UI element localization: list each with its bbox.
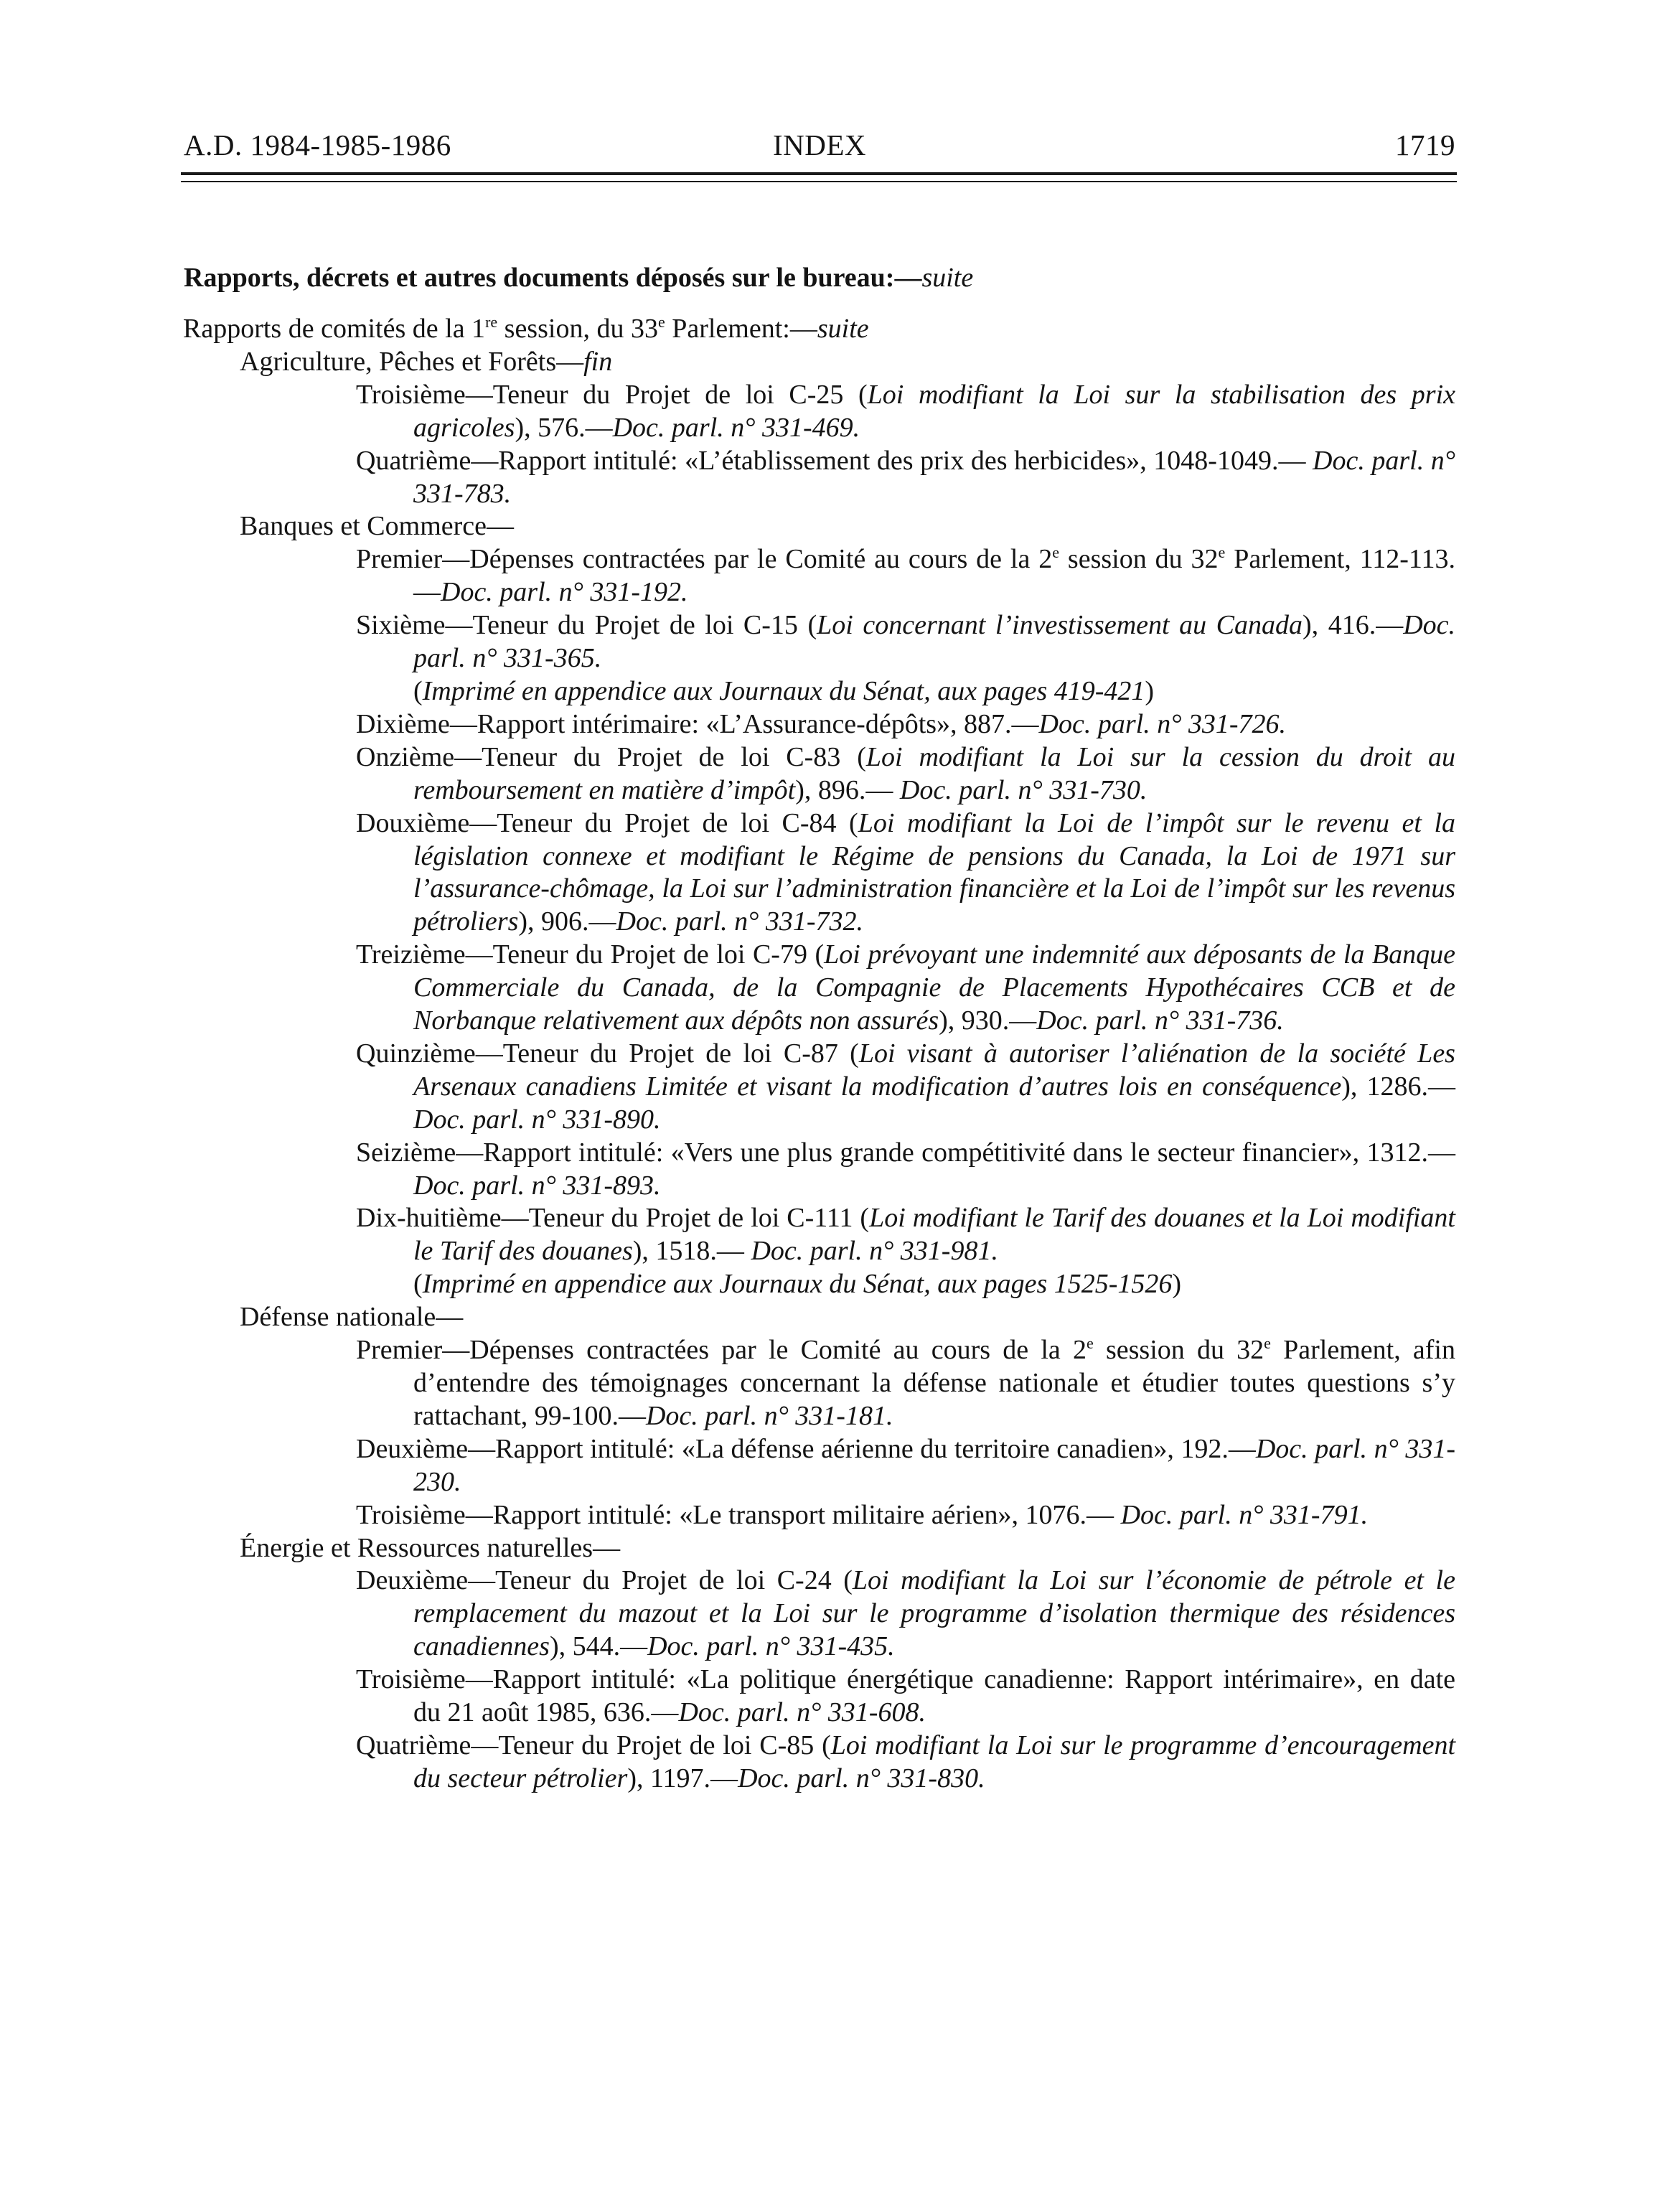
index-entry-level-3 — [184, 1565, 1455, 1664]
entry-text: Troisième—Teneur du Projet de loi C-25 ( — [356, 379, 868, 410]
header-rule-thin — [181, 181, 1457, 182]
header-rule-thick — [181, 172, 1457, 175]
superscript: e — [657, 313, 665, 331]
entry-text: Défense nationale— — [240, 1302, 464, 1333]
italic-text: Doc. parl. n° 331-230. — [413, 1433, 1455, 1497]
entry-text: Onzième—Teneur du Projet de loi C-83 ( — [356, 741, 866, 772]
italic-text: Doc. parl. n° 331-365. — [413, 610, 1456, 674]
index-entry-level-3 — [184, 1334, 1455, 1433]
index-entry-level-3 — [184, 1664, 1455, 1730]
index-entry-level-3 — [184, 1137, 1455, 1203]
entry-text: Troisième—Rapport intitulé: «La politique énergétique canadienne: Rapport intérimaire», en date du 21 août 1985, 636.— — [356, 1664, 1455, 1728]
entry-text: Parlement, 112-113.— — [413, 544, 1456, 608]
italic-text: Doc. parl. n° 331-726. — [1038, 708, 1287, 739]
superscript: re — [485, 313, 498, 331]
italic-text: Doc. parl. n° 331-181. — [645, 1400, 893, 1431]
index-note — [184, 1268, 1455, 1301]
entry-text: ( — [413, 675, 423, 706]
entry-text: Dixième—Rapport intérimaire: «L’Assurance-dépôts», 887.— — [356, 708, 1039, 739]
italic-text: Doc. parl. n° 331-890. — [413, 1104, 661, 1135]
italic-text: Loi modifiant la Loi sur la cession du droit au remboursement en matière d’impôt — [413, 741, 1455, 805]
index-entry-level-2 — [184, 346, 1455, 379]
entry-text: Deuxième—Teneur du Projet de loi C-24 ( — [356, 1565, 853, 1596]
section-heading-text: Rapports, décrets et autres documents déposés sur le bureau:— — [184, 263, 922, 293]
entry-text: ), 544.— — [549, 1631, 648, 1662]
italic-text: Doc. parl. n° 331-435. — [647, 1631, 895, 1662]
italic-text: suite — [817, 314, 869, 344]
entry-text: ( — [413, 1269, 423, 1300]
index-entry-level-3 — [184, 741, 1455, 807]
entry-text: ), 1518.— — [632, 1236, 751, 1267]
italic-text: Loi modifiant la Loi sur le programme d’encouragement du secteur pétrolier — [413, 1730, 1456, 1793]
index-note — [184, 675, 1455, 708]
italic-text: Doc. parl. n° 331-469. — [612, 412, 860, 443]
entry-text: session du 32 — [1059, 544, 1219, 575]
superscript: e — [1218, 543, 1226, 562]
italic-text: Loi modifiant le Tarif des douanes et la Loi modifiant le Tarif des douanes — [413, 1203, 1455, 1267]
entry-text: Seizième—Rapport intitulé: «Vers une plus grande compétitivité dans le secteur financier», 1312.— — [356, 1137, 1455, 1168]
entry-text: ), 906.— — [518, 906, 616, 937]
italic-text: Loi modifiant la Loi de l’impôt sur le revenu et la législation connexe et modifiant le Régime de pensions du Canada, la Loi de 1971 sur l’assurance-chômage, la Loi sur l’administration financière et la Loi de l’impôt sur les revenus pétroliers — [413, 807, 1455, 937]
entry-text: Énergie et Ressources naturelles— — [240, 1532, 621, 1563]
entry-text: Quinzième—Teneur du Projet de loi C-87 ( — [356, 1038, 859, 1069]
entry-text: session du 32 — [1093, 1335, 1264, 1366]
superscript: e — [1264, 1334, 1271, 1353]
index-entry-level-3 — [184, 807, 1455, 939]
index-entry-level-3 — [184, 1038, 1455, 1137]
entry-text: ), 416.— — [1303, 610, 1404, 641]
italic-text: Doc. parl. n° 331-736. — [1036, 1005, 1284, 1036]
index-entry-level-3 — [184, 939, 1455, 1038]
entry-text: ), 576.— — [515, 412, 613, 443]
page-number: 1719 — [1395, 128, 1455, 161]
entry-text: ) — [1172, 1269, 1182, 1300]
entry-text: session, du 33 — [497, 314, 658, 344]
entry-text: Treizième—Teneur du Projet de loi C-79 ( — [356, 939, 825, 970]
entry-text: ), 896.— — [795, 774, 900, 805]
italic-text: fin — [583, 346, 613, 377]
entry-text: Troisième—Rapport intitulé: «Le transport militaire aérien», 1076.— — [356, 1499, 1121, 1530]
italic-text: Doc. parl. n° 331-893. — [413, 1170, 661, 1201]
superscript: e — [1086, 1334, 1094, 1353]
italic-text: Doc. parl. n° 331-783. — [413, 445, 1456, 509]
entry-text: ), 930.— — [939, 1005, 1037, 1036]
italic-text: Imprimé en appendice aux Journaux du Sénat, aux pages 1525-1526 — [422, 1269, 1173, 1300]
italic-text: Loi concernant l’investissement au Canada — [817, 610, 1303, 641]
index-entry-level-3 — [184, 708, 1455, 741]
index-entries — [184, 313, 1455, 1796]
entry-text: Banques et Commerce— — [240, 511, 515, 542]
index-entry-level-2 — [184, 1301, 1455, 1334]
section-heading-suffix: suite — [921, 263, 974, 293]
entry-text: Sixième—Teneur du Projet de loi C-15 ( — [356, 610, 817, 641]
index-entry-level-2 — [184, 1532, 1455, 1565]
italic-text: Loi visant à autoriser l’aliénation de la société Les Arsenaux canadiens Limitée et visant la modification d’autres lois en conséquence — [413, 1038, 1455, 1102]
entry-text: Parlement, afin d’entendre des témoignages concernant la défense nationale et étudier toutes questions s’y rattachant, 99-100.— — [413, 1335, 1455, 1431]
italic-text: Imprimé en appendice aux Journaux du Sénat, aux pages 419-421 — [422, 675, 1145, 706]
entry-text: ), 1286.— — [1341, 1071, 1456, 1102]
italic-text: Doc. parl. n° 331-608. — [678, 1697, 926, 1728]
section-heading — [184, 262, 973, 294]
entry-text: Parlement:— — [665, 314, 817, 344]
italic-text: Loi modifiant la Loi sur l’économie de pétrole et le remplacement du mazout et la Loi sur le programme d’isolation thermique des résidences canadiennes — [413, 1565, 1455, 1662]
entry-text: Quatrième—Teneur du Projet de loi C-85 ( — [356, 1730, 831, 1760]
index-entry-level-3 — [184, 1499, 1455, 1532]
italic-text: Loi modifiant la Loi sur la stabilisation des prix agricoles — [413, 379, 1455, 443]
index-entry-level-2 — [184, 510, 1455, 543]
italic-text: Doc. parl. n° 331-732. — [616, 906, 864, 937]
entry-text: Quatrième—Rapport intitulé: «L’établissement des prix des herbicides», 1048-1049.— — [356, 445, 1313, 476]
index-entry-level-3 — [184, 379, 1455, 445]
index-entry-level-3 — [184, 1202, 1455, 1268]
index-entry-level-3 — [184, 1433, 1455, 1499]
entry-text: Premier—Dépenses contractées par le Comité au cours de la 2 — [356, 1335, 1087, 1366]
entry-text: Dix-huitième—Teneur du Projet de loi C-111 ( — [356, 1203, 870, 1234]
header-title: INDEX — [772, 128, 867, 161]
italic-text: Doc. parl. n° 331-730. — [899, 774, 1148, 805]
index-entry-level-3 — [184, 543, 1455, 609]
superscript: e — [1052, 543, 1060, 562]
index-entry-level-3 — [184, 1730, 1455, 1796]
entry-text: ) — [1145, 675, 1155, 706]
italic-text: Doc. parl. n° 331-981. — [751, 1236, 998, 1267]
entry-text: Premier—Dépenses contractées par le Comité au cours de la 2 — [356, 544, 1053, 575]
italic-text: Loi prévoyant une indemnité aux déposants de la Banque Commerciale du Canada, de la Compagnie de Placements Hypothécaires CCB et de Norbanque relativement aux dépôts non assurés — [413, 939, 1456, 1036]
entry-text: Agriculture, Pêches et Forêts— — [240, 346, 584, 377]
header-years: A.D. 1984-1985-1986 — [184, 128, 451, 161]
index-entry-level-3 — [184, 609, 1455, 675]
index-entry-level-1 — [184, 313, 1455, 346]
page-header — [184, 128, 1455, 168]
entry-text: Rapports de comités de la 1 — [183, 314, 486, 344]
italic-text: Doc. parl. n° 331-192. — [441, 577, 688, 608]
entry-text: Douxième—Teneur du Projet de loi C-84 ( — [356, 807, 858, 838]
entry-text: Deuxième—Rapport intitulé: «La défense aérienne du territoire canadien», 192.— — [356, 1433, 1256, 1464]
index-entry-level-3 — [184, 445, 1455, 511]
italic-text: Doc. parl. n° 331-830. — [738, 1763, 985, 1793]
italic-text: Doc. parl. n° 331-791. — [1120, 1499, 1369, 1530]
entry-text: ), 1197.— — [627, 1763, 738, 1793]
